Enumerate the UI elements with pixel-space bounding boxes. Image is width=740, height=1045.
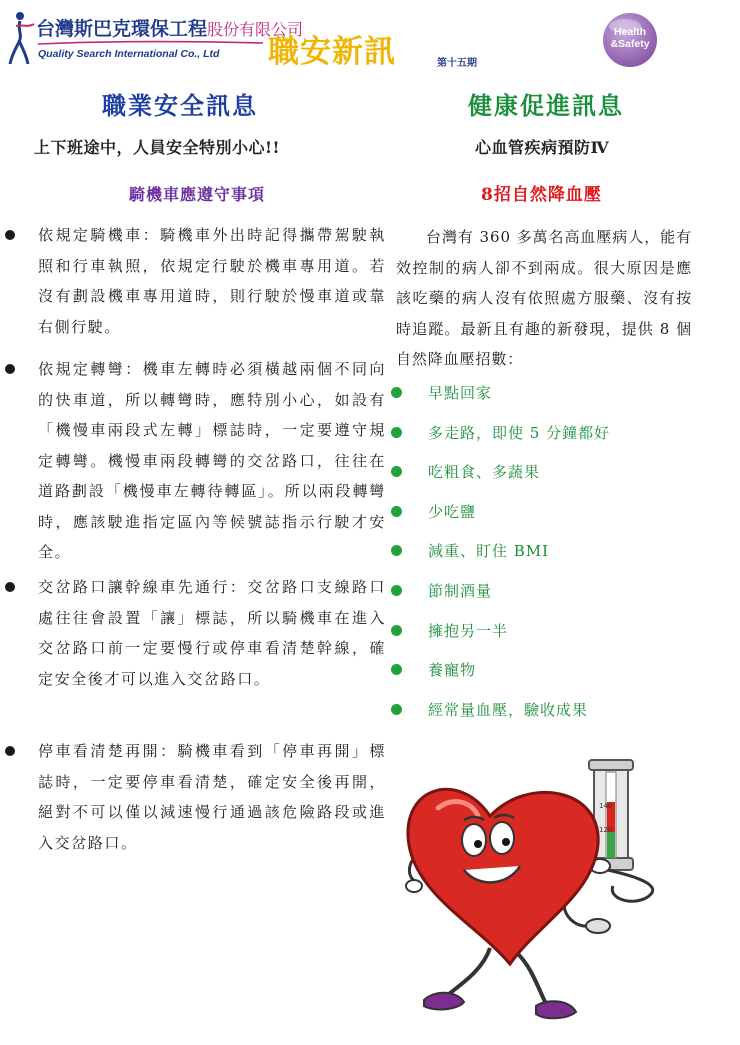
occupational-safety-heading: 職業安全訊息 [102,92,258,120]
bullet-icon [5,746,15,756]
tip-text: 減重、盯住 BMI [428,542,550,561]
list-item [388,697,708,737]
tip-text: 早點回家 [428,384,493,402]
company-logo [8,10,304,68]
newsletter-title: 職安新訊 [268,34,396,70]
bullet-icon [391,427,402,438]
list-item [388,618,708,658]
health-safety-badge-text [603,26,657,50]
list-item [388,657,708,697]
badge-line-1: Health [613,26,647,38]
list-item-text: 依規定騎機車：騎機車外出時記得攜帶駕駛執照和行車執照，依規定行駛於機車專用道。若沒有劃設機車專用道時，則行駛於慢車道或靠右側行駛。 [38,226,386,336]
left-subheading: 上下班途中，人員安全特別小心!! [34,138,281,157]
list-item [388,420,708,460]
list-item [388,538,708,578]
tip-text: 節制酒量 [428,581,493,600]
health-promotion-heading: 健康促進訊息 [468,92,624,120]
list-item-text: 交岔路口讓幹線車先通行：交岔路口支線路口處往往會設置「讓」標誌，所以騎機車在進入交岔路口前一定要慢行或停車看清楚幹線，確定安全後才可以進入交岔路口。 [38,578,386,688]
company-name-main: 台灣斯巴克環保工程 [36,18,208,40]
tip-text: 經常量血壓，驗收成果 [428,700,589,719]
bullet-icon [391,585,402,596]
issue-number: 第十五期 [437,58,477,69]
bullet-icon [391,466,402,477]
tip-text: 多走路，即使 5 分鐘都好 [428,423,611,442]
company-name-en: Quality Search International Co., Ltd [38,48,220,60]
tip-text: 養寵物 [428,661,477,680]
hypertension-intro: 台灣有 360 多萬名高血壓病人，能有效控制的病人卻不到兩成。很大原因是應該吃藥的病人沒有依照處方服藥、沒有按時追蹤。最新且有趣的新發現，提供 8 個自然降血壓招數： [396,228,692,368]
list-item-text: 停車看清楚再開：騎機車看到「停車再開」標誌時，一定要停車看清楚，確定安全後再開，絕對不可以僅以減速慢行通過該危險路段或進入交岔路口。 [38,742,386,852]
left-topic-title: 騎機車應遵守事項 [129,185,266,204]
heart-blood-pressure-illustration [398,758,698,1038]
list-item [388,459,708,499]
bullet-icon [5,582,15,592]
company-name-cn [36,14,303,41]
gauge-mark-120: 120 [599,826,613,834]
list-item [388,578,708,618]
bullet-icon [391,704,402,715]
tip-text: 吃粗食、多蔬果 [428,463,541,482]
gauge-mark-140: 140 [599,802,613,810]
right-subheading: 心血管疾病預防Ⅳ [475,138,610,157]
bullet-icon [391,387,402,398]
bullet-icon [391,664,402,675]
logo-underline-swoosh [38,40,263,46]
list-item-text: 依規定轉彎：機車左轉時必須橫越兩個不同向的快車道，所以轉彎時，應特別小心，如設有「機慢車兩段式左轉」標誌時，一定要遵守規定轉彎。機慢車兩段轉彎的交岔路口，往往在道路劃設「機慢車左轉待轉區」。所以兩段轉彎時，應該駛進指定區內等候號誌指示行駛才安全。 [38,360,386,561]
list-item [388,499,708,539]
blood-pressure-tips-list [388,380,708,736]
right-topic-title: 8招自然降血壓 [481,185,602,205]
list-item [388,380,708,420]
tip-text: 擁抱另一半 [428,621,509,640]
company-name-suffix: 股份有限公司 [207,20,304,39]
bullet-icon [5,230,15,240]
badge-line-2: &Safety [610,38,650,50]
bullet-icon [391,625,402,636]
bullet-icon [391,506,402,517]
tip-text: 少吃鹽 [428,502,477,521]
person-logo-icon [8,10,38,66]
bullet-icon [5,364,15,374]
bullet-icon [391,545,402,556]
